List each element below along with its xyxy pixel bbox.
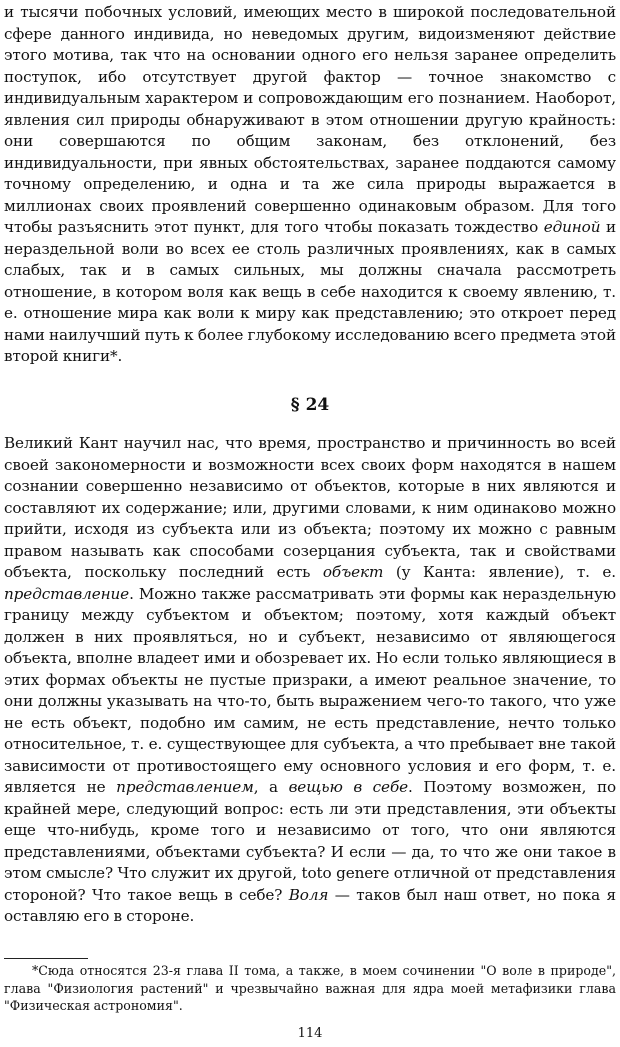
paragraph-section-24 xyxy=(4,433,616,928)
section-heading: § 24 xyxy=(290,395,330,415)
italic-term: представлением xyxy=(116,778,254,796)
footnote: *Сюда относятся 23-я глава II тома, а также, в моем сочинении "О воле в природе", глава "Физиология растений" и чрезвычайно важная для ядра моей метафизики глава "Физическая астрономия". xyxy=(4,963,616,1013)
italic-term: объект xyxy=(322,563,384,581)
page-number: 114 xyxy=(297,1026,323,1041)
paragraph-text: Великий Кант научил нас, что время, пространство и причинность во всей своей закономерности и возможности всех своих форм находятся в нашем сознании совершенно независимо от объектов, которые в них являются и составляют их содержание; или, другими словами, к ним одинаково можно прийти, исходя из субъекта или из объекта; поэтому их можно с равным правом называть как способами созерцания субъекта, так и свойствами объекта, поскольку последний есть xyxy=(4,434,616,581)
paragraph-text: — таков был наш ответ, но пока я оставляю его в стороне. xyxy=(4,885,616,925)
paragraph-text: . Поэтому возможен, по крайней мере, следующий вопрос: есть ли эти представления, эти объекты еще что-нибудь, кроме того и независимо от того, что они являются представлениями, объектами субъекта? И если — да, то что же они такое в этом смысле? Что служит их другой, toto genere отличной от представления стороной? Что такое вещь в себе? xyxy=(4,778,617,904)
paragraph-continuation xyxy=(4,2,616,368)
paragraph-text: , а xyxy=(253,778,289,796)
footnote-divider xyxy=(4,958,88,959)
italic-term: представление xyxy=(4,584,130,603)
italic-term: Воля xyxy=(288,885,329,904)
italic-term: вещью в себе xyxy=(288,778,409,796)
italic-term: единой xyxy=(543,218,601,236)
paragraph-text: и нераздельной воли во всех ее столь различных проявлениях, как в самых слабых, так и в самых сильных, мы должны сначала рассмотреть отношение, в котором воля как вещь в себе находится к своему явлению, т. е. отношение мира как воли к миру как представлению; это откроет перед нами наилучший путь к более глубокому исследованию всего предмета этой второй книги*. xyxy=(4,218,616,365)
paragraph-text: . Можно также рассматривать эти формы как нераздельную границу между субъектом и объектом; поэтому, хотя каждый объект должен в них проявляться, но и субъект, независимо от являющегося объекта, вполне владеет ими и обозревает их. Но если только являющиеся в этих формах объекты не пустые призраки, а имеют реальное значение, то они должны указывать на что-то, быть выражением чего-то такого, что уже не есть объект, подобно им самим, не есть представление, нечто только относительное, т. е. существующее для субъекта, а что пребывает вне такой зависимости от противостоящего ему основного условия и его форм, т. е. является не xyxy=(4,584,616,796)
paragraph-text: (у Канта: явление), т. е. xyxy=(383,563,617,581)
paragraph-text: и тысячи побочных условий, имеющих место в широкой последовательной сфере данного индивида, но неведомых другим, видоизменяют действие этого мотива, так что на основании одного его нельзя заранее определить поступок, ибо отсутствует другой фактор — точное знакомство с индивидуальным характером и сопровождающим его познанием. Наоборот, явления сил природы обнаруживают в этом отношении другую крайность: они совершаются по общим законам, без отклонений, без индивидуальности, при явных обстоятельствах, заранее поддаются самому точному определению, и одна и та же сила природы выражается в миллионах своих проявлений совершенно одинаковым образом. Для того чтобы разъяснить этот пункт, для того чтобы показать тождество xyxy=(4,3,616,236)
